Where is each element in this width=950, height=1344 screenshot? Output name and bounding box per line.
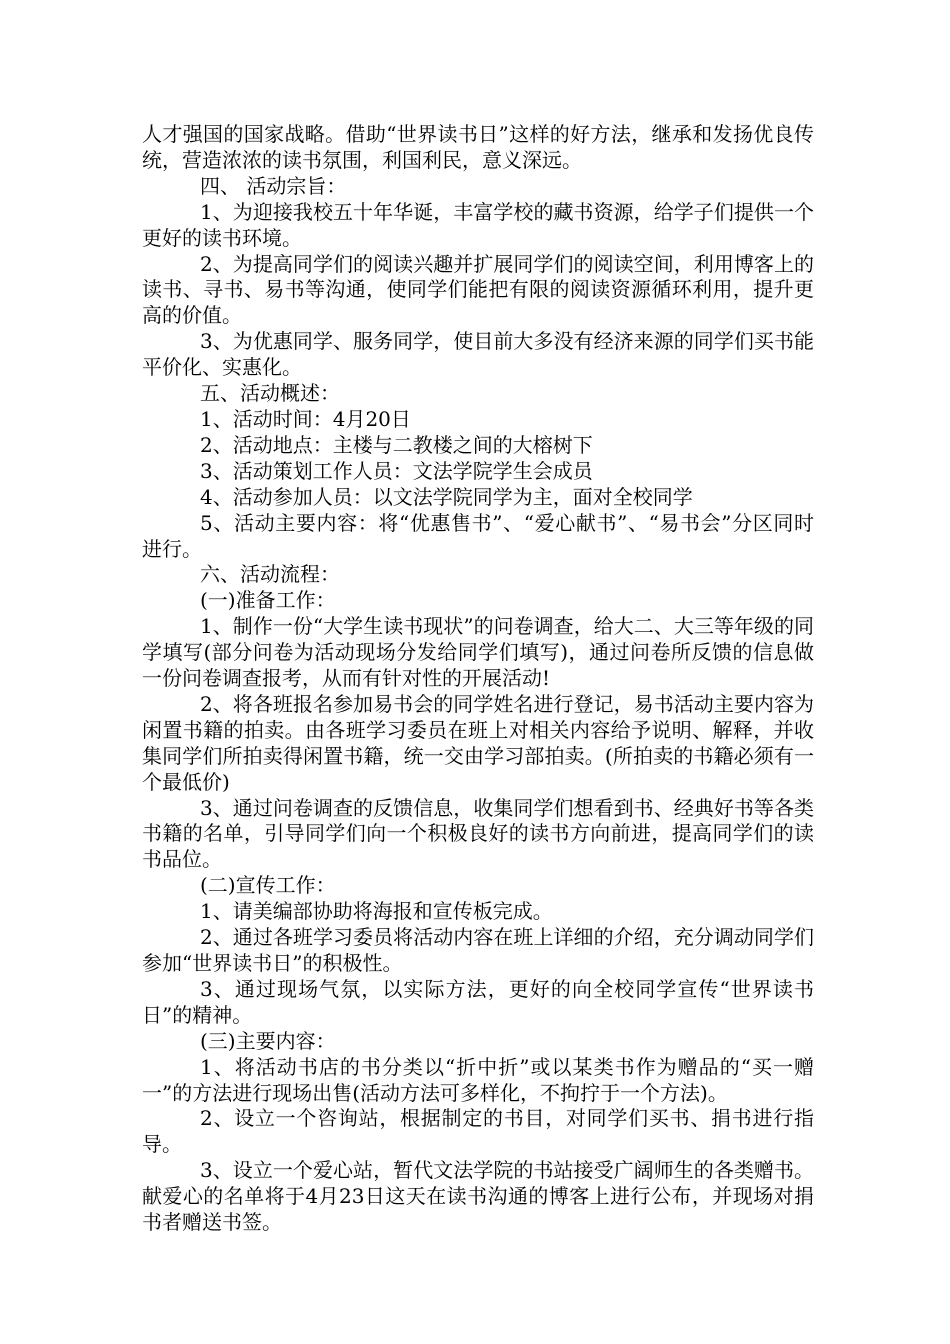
paragraph-intro-continuation: 人才强国的国家战略。借助“世界读书日”这样的好方法，继承和发扬优良传统，营造浓浓的读书氛围，利国利民，意义深远。 [142, 122, 814, 172]
overview-item-location: 2、活动地点：主楼与二教楼之间的大榕树下 [200, 432, 593, 457]
preparation-item-2: 2、将各班报名参加易书会的同学姓名进行登记，易书活动主要内容为闲置书籍的拍卖。由各班学习委员在班上对相关内容给予说明、解释，并收集同学们所拍卖得闲置书籍，统一交由学习部拍卖。(所拍卖的书籍必须有一个最低价) [142, 691, 814, 794]
heading-activity-overview: 五、活动概述： [200, 381, 340, 406]
preparation-item-3: 3、通过问卷调查的反馈信息，收集同学们想看到书、经典好书等各类书籍的名单，引导同学们向一个积极良好的读书方向前进，提高同学们的读书品位。 [142, 795, 814, 872]
heading-activity-process: 六、活动流程： [200, 562, 340, 587]
subheading-main-content: (三)主要内容： [200, 1028, 336, 1053]
overview-item-staff: 3、活动策划工作人员：文法学院学生会成员 [200, 458, 593, 483]
heading-activity-purpose: 四、 活动宗旨： [200, 173, 347, 198]
subheading-publicity: (二)宣传工作： [200, 873, 336, 898]
overview-item-participants: 4、活动参加人员：以文法学院同学为主，面对全校同学 [200, 484, 693, 509]
purpose-item-2: 2、为提高同学们的阅读兴趣并扩展同学们的阅读空间，利用博客上的读书、寻书、易书等沟通，使同学们能把有限的阅读资源循环利用，提升更高的价值。 [142, 251, 814, 328]
preparation-item-1: 1、制作一份“大学生读书现状”的问卷调查，给大二、大三等年级的同学填写(部分问卷为活动现场分发给同学们填写)，通过问卷所反馈的信息做一份问卷调查报考，从而有针对性的开展活动! [142, 614, 814, 691]
document-body [142, 122, 814, 1236]
publicity-item-2: 2、通过各班学习委员将活动内容在班上详细的介绍，充分调动同学们参加“世界读书日”的积极性。 [142, 925, 814, 975]
publicity-item-1: 1、请美编部协助将海报和宣传板完成。 [200, 899, 553, 924]
purpose-item-3: 3、为优惠同学、服务同学，使目前大多没有经济来源的同学们买书能平价化、实惠化。 [142, 329, 814, 380]
main-content-item-1: 1、将活动书店的书分类以“折中折”或以某类书作为赠品的“买一赠一”的方法进行现场出售(活动方法可多样化，不拘拧于一个方法)。 [142, 1054, 814, 1105]
publicity-item-3: 3、通过现场气氛，以实际方法，更好的向全校同学宣传“世界读书日”的精神。 [142, 976, 814, 1027]
purpose-item-1: 1、为迎接我校五十年华诞，丰富学校的藏书资源，给学子们提供一个更好的读书环境。 [142, 199, 814, 250]
subheading-preparation: (一)准备工作： [200, 588, 336, 613]
overview-item-time: 1、活动时间：4月20日 [200, 406, 411, 431]
overview-item-content: 5、活动主要内容：将“优惠售书”、“爱心献书”、“易书会”分区同时进行。 [142, 510, 814, 561]
main-content-item-3: 3、设立一个爱心站，暂代文法学院的书站接受广阔师生的各类赠书。献爱心的名单将于4月23日这天在读书沟通的博客上进行公布，并现场对捐书者赠送书签。 [142, 1158, 814, 1235]
main-content-item-2: 2、设立一个咨询站，根据制定的书目，对同学们买书、捐书进行指导。 [142, 1106, 814, 1157]
